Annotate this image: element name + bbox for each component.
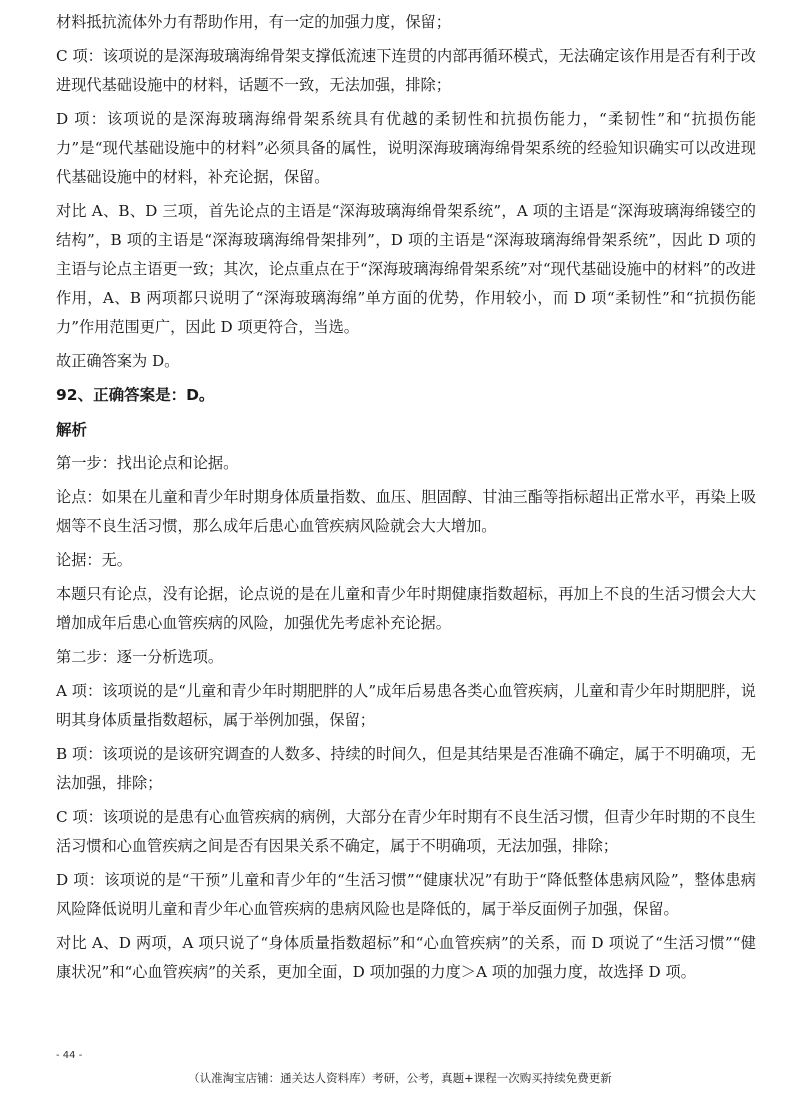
footer-note: （认准淘宝店铺：通关达人资料库）考研，公考，真题+课程一次购买持续免费更新: [188, 1071, 612, 1085]
paragraph-conclusion: 故正确答案为 D。: [56, 352, 180, 370]
paragraph-evidence: 论据：无。: [56, 551, 132, 569]
analysis-heading: 解析: [56, 421, 88, 439]
page-number: - 44 -: [56, 1050, 83, 1061]
paragraph-step-one: 第一步：找出论点和论据。: [56, 454, 239, 472]
paragraph-option-d: D 项：该项说的是深海玻璃海绵骨架系统具有优越的柔韧性和抗损伤能力，“柔韧性”和“抗损伤能力”是“现代基础设施中的材料”必须具备的属性，说明深海玻璃海绵骨架系统的经验知识确实可以改进现代基础设施中的材料，补充论据，保留。: [56, 110, 756, 186]
paragraph-final-comparison: 对比 A、D 两项，A 项只说了“身体质量指数超标”和“心血管疾病”的关系，而 D 项说了“生活习惯”“健康状况”和“心血管疾病”的关系，更加全面，D 项加强的力度＞A 项的加强力度，故选择 D 项。: [56, 934, 756, 981]
answer-line-92: 92、正确答案是：D。: [56, 386, 215, 404]
paragraph-step-two: 第二步：逐一分析选项。: [56, 648, 224, 666]
paragraph-option-d-2: D 项：该项说的是“干预”儿童和青少年的“生活习惯”“健康状况”有助于“降低整体患病风险”，整体患病风险降低说明儿童和青少年心血管疾病的患病风险也是降低的，属于举反面例子加强，保留。: [56, 871, 756, 918]
paragraph-option-a: A 项：该项说的是“儿童和青少年时期肥胖的人”成年后易患各类心血管疾病，儿童和青少年时期肥胖，说明其身体质量指数超标，属于举例加强，保留；: [56, 682, 756, 729]
paragraph-option-c-2: C 项：该项说的是患有心血管疾病的病例，大部分在青少年时期有不良生活习惯，但青少年时期的不良生活习惯和心血管疾病之间是否有因果关系不确定，属于不明确项，无法加强，排除；: [56, 808, 756, 855]
paragraph-option-b: B 项：该项说的是该研究调查的人数多、持续的时间久，但是其结果是否准确不确定，属于不明确项，无法加强，排除；: [56, 745, 756, 792]
paragraph-claim: 论点：如果在儿童和青少年时期身体质量指数、血压、胆固醇、甘油三酯等指标超出正常水平，再染上吸烟等不良生活习惯，那么成年后患心血管疾病风险就会大大增加。: [56, 488, 756, 535]
paragraph-option-c: C 项：该项说的是深海玻璃海绵骨架支撑低流速下连贯的内部再循环模式，无法确定该作用是否有利于改进现代基础设施中的材料，话题不一致，无法加强，排除；: [56, 47, 756, 94]
document-body: [56, 8, 756, 992]
paragraph-comparison: 对比 A、B、D 三项，首先论点的主语是“深海玻璃海绵骨架系统”，A 项的主语是“深海玻璃海绵镂空的结构”，B 项的主语是“深海玻璃海绵骨架排列”，D 项的主语是“深海玻璃海绵骨架系统”，因此 D 项的主语与论点主语更一致；其次，论点重点在于“深海玻璃海绵骨架系统”对“现代基础设施中的材料”的改进作用，A、B 两项都只说明了“深海玻璃海绵”单方面的优势，作用较小，而 D 项“柔韧性”和“抗损伤能力”作用范围更广，因此 D 项更符合，当选。: [56, 202, 756, 336]
paragraph-claim-summary: 本题只有论点，没有论据，论点说的是在儿童和青少年时期健康指数超标，再加上不良的生活习惯会大大增加成年后患心血管疾病的风险，加强优先考虑补充论据。: [56, 585, 756, 632]
paragraph-b-continuation: 材料抵抗流体外力有帮助作用，有一定的加强力度，保留；: [56, 13, 451, 31]
